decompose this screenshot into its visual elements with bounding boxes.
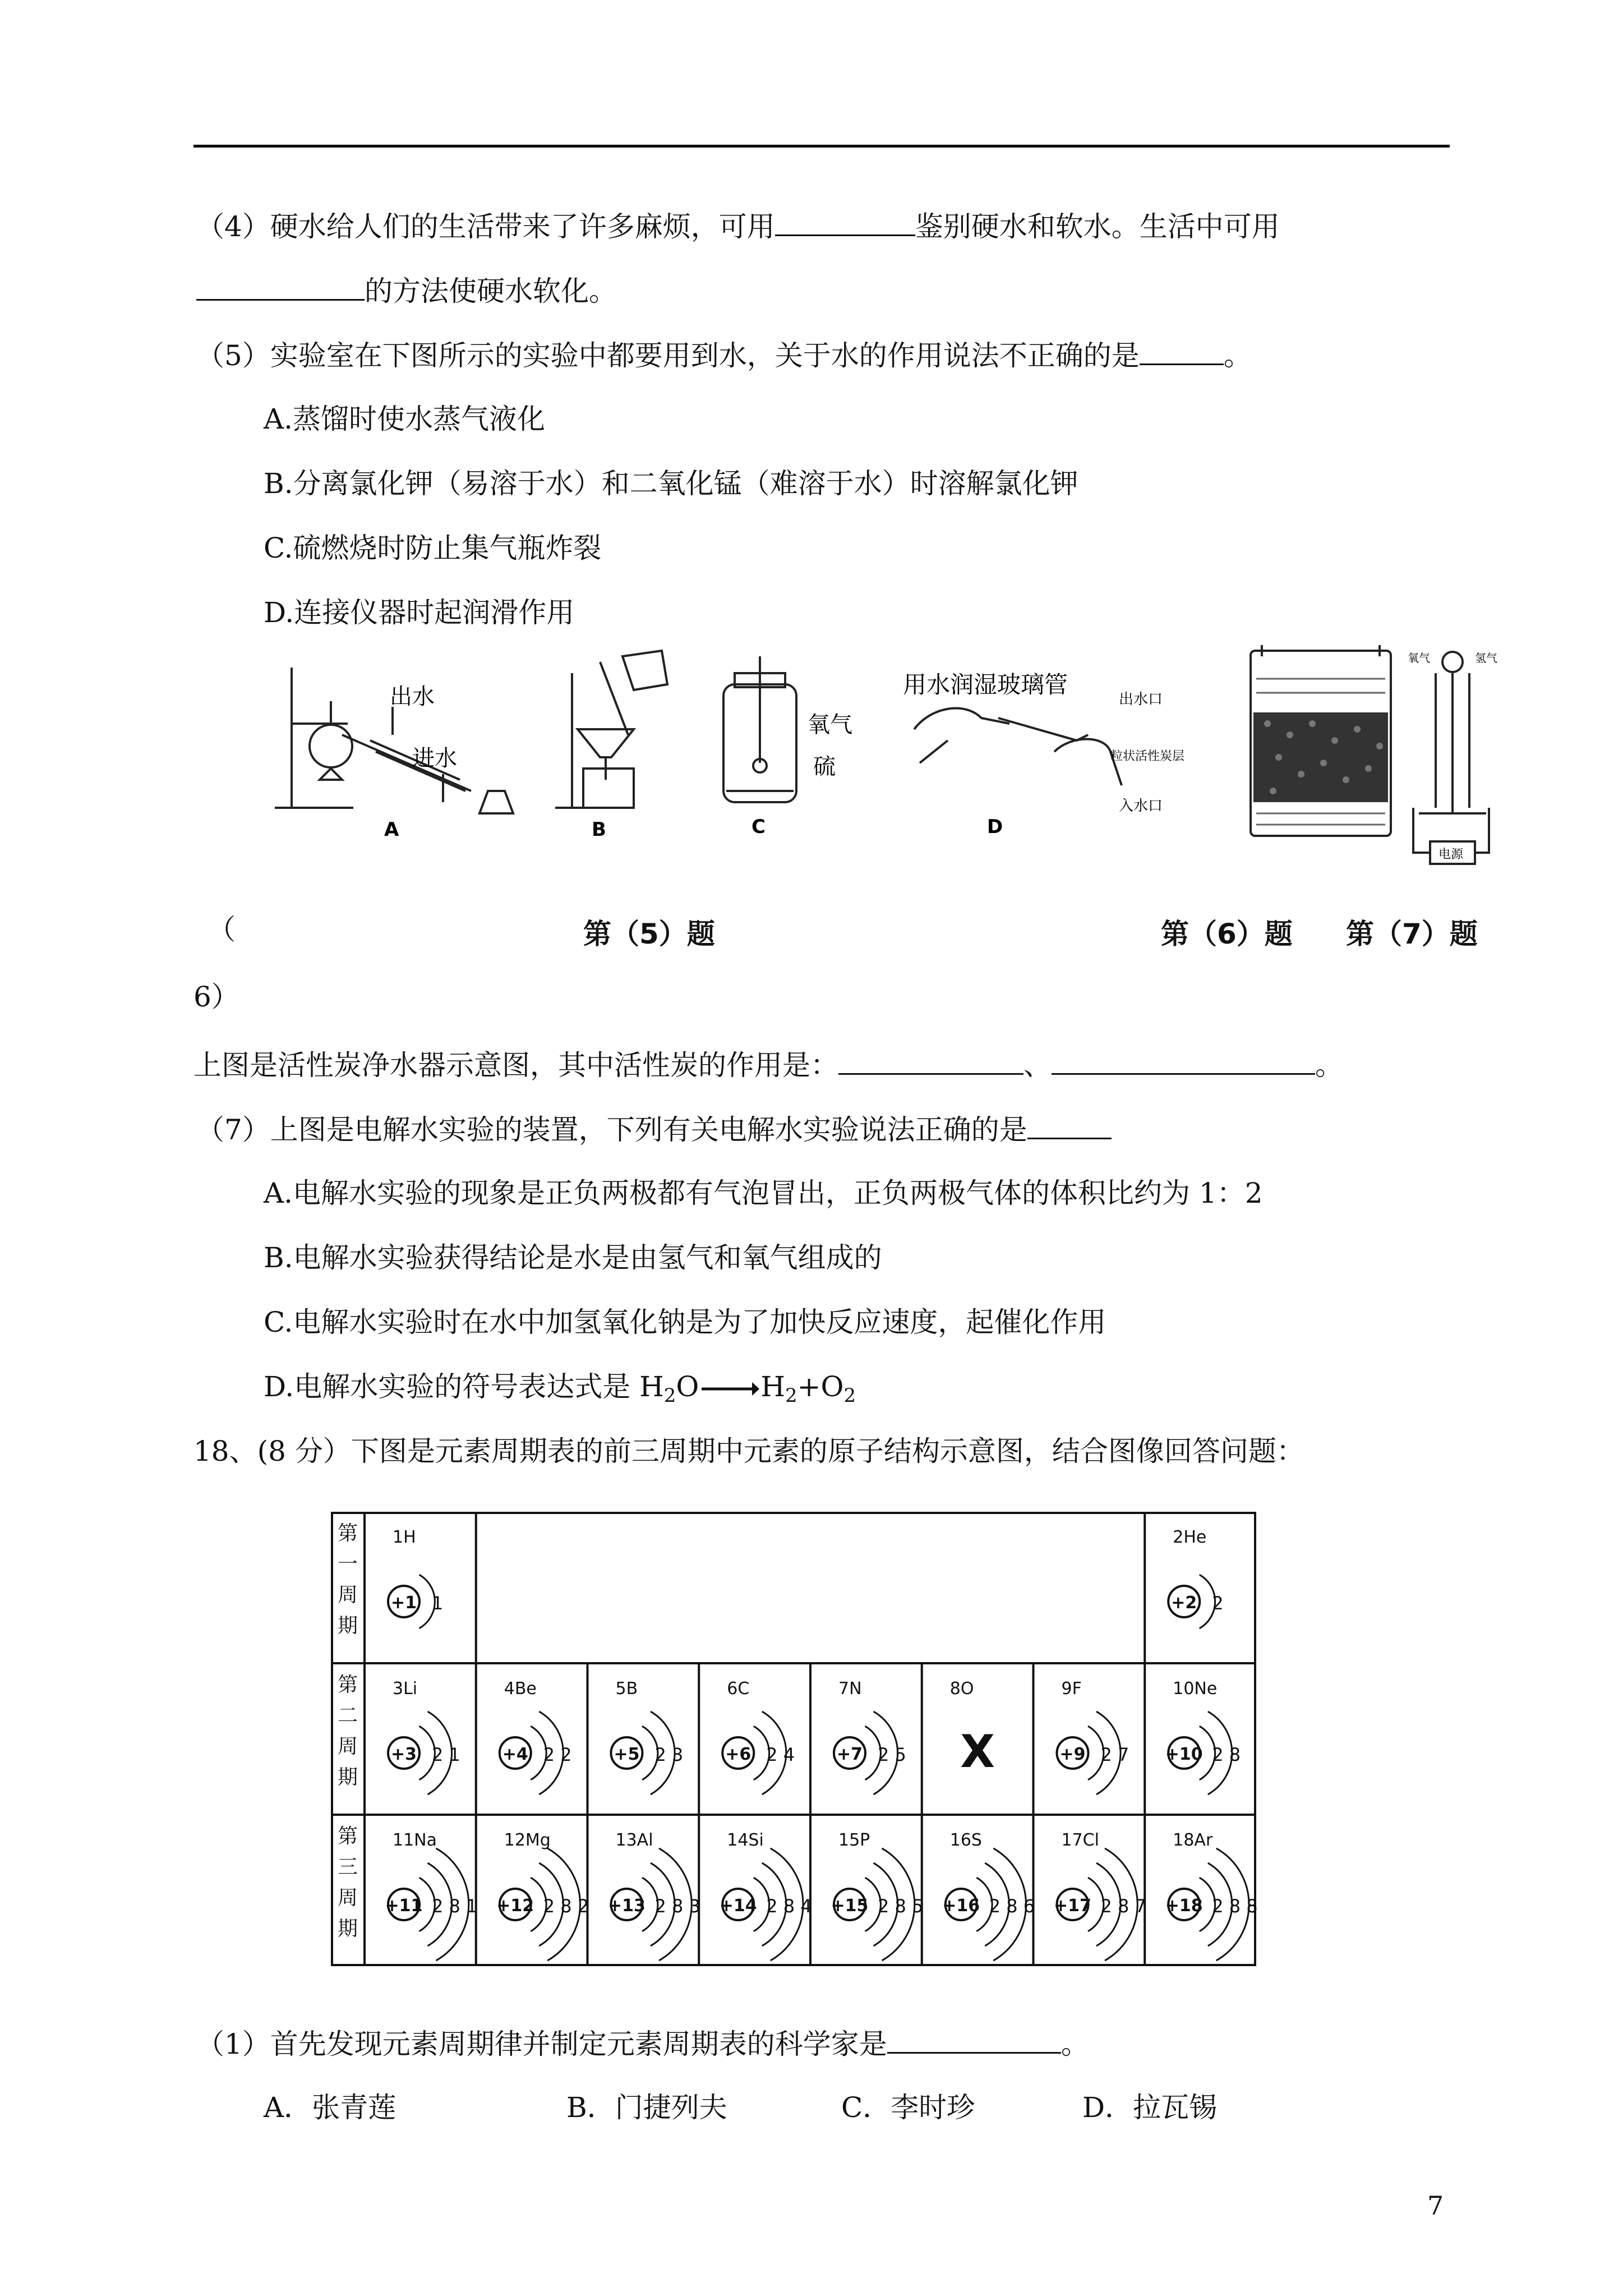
nucleus-charge: +16 [942,1896,980,1916]
shell-electrons: 2 8 4 [766,1895,812,1917]
period-label-char: 三 [337,1856,358,1879]
answer-blank[interactable] [887,2025,1061,2054]
periodic-table [331,1512,1256,1966]
element-cell-9F [1057,1679,1129,1795]
element-symbol: 8O [949,1679,974,1699]
shell-electrons: 2 2 [543,1744,572,1765]
q18-stem: 18、(8 分）下图是元素周期表的前三周期中元素的原子结构示意图，结合图像回答问题： [193,1435,1304,1467]
shell-electrons: 2 8 2 [543,1895,589,1917]
element-cell-14Si [720,1830,812,1961]
nucleus-charge: +1 [390,1593,417,1613]
answer-blank[interactable] [1052,1046,1315,1075]
period-label-char: 周 [337,1584,358,1607]
element-cell-4Be [500,1679,572,1795]
element-symbol: 15P [838,1830,870,1850]
label-o2: 氧气 [1408,651,1430,665]
element-cell-8O [950,1679,995,1778]
q5-option-a: A.蒸馏时使水蒸气液化 [264,403,546,435]
shell-electrons: 2 5 [878,1744,906,1765]
label-d: D [987,816,1003,838]
element-cell-16S [942,1830,1035,1961]
label-outlet: 出水口 [1119,691,1163,708]
label-c: C [751,816,766,838]
element-symbol: 10Ne [1173,1679,1218,1699]
nucleus-charge: +10 [1165,1745,1203,1764]
nucleus-charge: +7 [836,1745,863,1764]
period-label-char: 周 [337,1735,358,1758]
element-cell-17Cl [1054,1830,1146,1961]
shell-electrons: 2 4 [766,1744,795,1765]
nucleus-charge: +2 [1171,1593,1197,1613]
q5-option-d: D.连接仪器时起润滑作用 [264,596,575,629]
q4-text-b: 鉴别硬水和软水。生活中可用 [915,210,1280,243]
period-label-char: 第 [337,1522,358,1545]
shell-electrons: 2 8 3 [654,1895,700,1917]
label-water-out: 出水 [390,684,435,710]
reaction-arrow-icon [699,1378,760,1400]
shell-electrons: 2 8 [1212,1744,1241,1765]
element-cell-3Li [388,1679,460,1795]
q7-option-b: B.电解水实验获得结论是水是由氢气和氧气组成的 [264,1241,882,1274]
periodic-table-svg [331,1512,1256,1966]
q18-1-option-c: C．李时珍 [841,2091,975,2124]
q6-sep: 、 [1023,1049,1052,1082]
q4-line2 [196,272,617,309]
element-cell-6C [722,1679,795,1795]
answer-blank[interactable] [1140,337,1224,365]
element-cell-18Ar [1165,1830,1258,1961]
element-cell-13Al [608,1830,700,1961]
element-cell-12Mg [496,1830,589,1961]
label-power: 电源 [1438,848,1464,862]
label-carbon-layer: 粒状活性炭层 [1110,749,1185,763]
answer-blank[interactable] [838,1046,1023,1075]
answer-blank[interactable] [775,208,915,236]
header-rule [193,145,1450,148]
nucleus-charge: +15 [831,1896,869,1916]
q5-stem [196,337,1252,374]
q6-line [193,1046,1343,1083]
q7-option-a: A.电解水实验的现象是正负两极都有气泡冒出，正负两极气体的体积比约为 1：2 [264,1177,1263,1209]
shell-electrons: 2 8 1 [432,1895,478,1917]
q7-d-o: O [676,1370,699,1403]
element-symbol: 7N [838,1679,862,1699]
nucleus-charge: +9 [1059,1745,1086,1764]
experiment-figures [258,639,1497,903]
element-symbol: 4Be [504,1679,537,1699]
answer-blank[interactable] [1027,1111,1112,1139]
q18-1-option-a: A．张青莲 [264,2091,396,2124]
element-cell-11Na [385,1830,478,1961]
element-symbol: 16S [949,1830,982,1850]
caption-fig7: 第（7）题 [1346,918,1478,950]
element-cell-1H [388,1527,443,1628]
label-water-in: 进水 [412,746,457,771]
nucleus-charge: +3 [390,1745,417,1764]
element-cell-10Ne [1165,1679,1241,1795]
label-inlet: 入水口 [1119,798,1163,815]
q6-end: 。 [1315,1049,1343,1082]
q7-option-c: C.电解水实验时在水中加氢氧化钠是为了加快反应速度，起催化作用 [264,1306,1106,1338]
shell-electrons: 2 1 [432,1744,460,1765]
figure-7-electrolysis [1413,652,1489,864]
element-cell-2He [1168,1527,1223,1628]
q18-1-option-d: D．拉瓦锡 [1082,2091,1218,2124]
period-label-char: 周 [337,1887,358,1910]
subscript-2: 2 [663,1384,676,1407]
shell-electrons: 2 8 7 [1100,1895,1146,1917]
element-symbol: 5B [615,1679,638,1699]
element-symbol: 14Si [727,1830,764,1850]
period-label-char: 第 [337,1673,358,1696]
nucleus-charge: +4 [502,1745,528,1764]
nucleus-charge: +5 [614,1745,640,1764]
figure-d-glass-tube [914,708,1122,785]
q5-option-c: C.硫燃烧时防止集气瓶炸裂 [264,532,602,564]
period-label-char: 期 [337,1766,358,1789]
period-label-char: 二 [337,1704,358,1727]
element-symbol: 18Ar [1173,1830,1213,1850]
shell-electrons: 2 [1212,1593,1224,1614]
element-symbol: 2He [1173,1527,1207,1547]
nucleus-charge: +11 [385,1896,423,1916]
shell-electrons: 2 8 5 [878,1895,924,1917]
element-symbol: 11Na [393,1830,437,1850]
label-h2: 氢气 [1475,651,1497,665]
element-symbol: 13Al [615,1830,653,1850]
shell-electrons: 2 8 6 [989,1895,1035,1917]
page-number: 7 [1427,2191,1444,2221]
label-wet-tube: 用水润湿玻璃管 [903,671,1068,698]
subscript-2: 2 [843,1384,856,1407]
q6-number-a: （ [208,913,236,946]
subscript-2: 2 [785,1384,797,1407]
q5-stem-text: （5）实验室在下图所示的实验中都要用到水，关于水的作用说法不正确的是 [196,339,1140,372]
period-label-char: 期 [337,1917,358,1940]
period-label-char: 期 [337,1614,358,1637]
q6-text: 上图是活性炭净水器示意图，其中活性炭的作用是： [193,1049,838,1082]
element-cell-15P [831,1830,924,1961]
q4-line1 [196,208,1280,245]
nucleus-charge: +6 [725,1745,751,1764]
figure-c-combustion [723,656,796,802]
q7-d-plus-o: +O [797,1370,844,1403]
label-a: A [384,818,399,841]
nucleus-charge: +17 [1054,1896,1091,1916]
element-cell-7N [834,1679,906,1795]
shell-electrons: 1 [432,1593,444,1614]
q18-1-option-b: B．门捷列夫 [566,2091,727,2124]
q7-stem [196,1111,1112,1148]
element-symbol: 9F [1061,1679,1082,1699]
caption-fig5: 第（5）题 [583,918,715,950]
label-b: B [592,818,606,841]
element-symbol: 3Li [393,1679,418,1699]
element-symbol: 1H [393,1527,416,1547]
period-label-char: 第 [337,1825,358,1848]
element-symbol: 17Cl [1061,1830,1099,1850]
q18-1-stem [196,2025,1089,2062]
element-symbol: 6C [727,1679,750,1699]
q7-d-text: D.电解水实验的符号表达式是 H [264,1370,664,1403]
q5-option-b: B.分离氯化钾（易溶于水）和二氧化锰（难溶于水）时溶解氯化钾 [264,467,1078,500]
answer-blank[interactable] [196,272,365,301]
shell-electrons: 2 8 8 [1212,1895,1258,1917]
q18-1-text: （1）首先发现元素周期律并制定元素周期表的科学家是 [196,2028,887,2060]
q5-stem-end: 。 [1223,339,1252,372]
label-sulfur: 硫 [813,754,836,780]
period-label-char: 一 [337,1553,358,1576]
caption-fig6: 第（6）题 [1161,918,1293,950]
figure-b-filtration [555,651,667,808]
shell-electrons: 2 3 [654,1744,684,1765]
nucleus-charge: +18 [1165,1896,1203,1916]
q7-d-h: H [760,1370,785,1403]
element-cell-5B [611,1679,684,1795]
q7-stem-text: （7）上图是电解水实验的装置，下列有关电解水实验说法正确的是 [196,1114,1027,1146]
q18-1-end: 。 [1061,2028,1089,2060]
unknown-x: X [960,1726,995,1778]
nucleus-charge: +13 [608,1896,645,1916]
q4-text-a: （4）硬水给人们的生活带来了许多麻烦，可用 [196,210,775,243]
nucleus-charge: +12 [496,1896,534,1916]
q4-text-c: 的方法使硬水软化。 [365,275,617,307]
shell-electrons: 2 7 [1100,1744,1129,1765]
q7-option-d [264,1369,856,1414]
nucleus-charge: +14 [719,1896,757,1916]
q6-number-b: 6） [193,981,239,1013]
element-symbol: 12Mg [504,1830,551,1850]
label-oxygen: 氧气 [808,712,852,738]
